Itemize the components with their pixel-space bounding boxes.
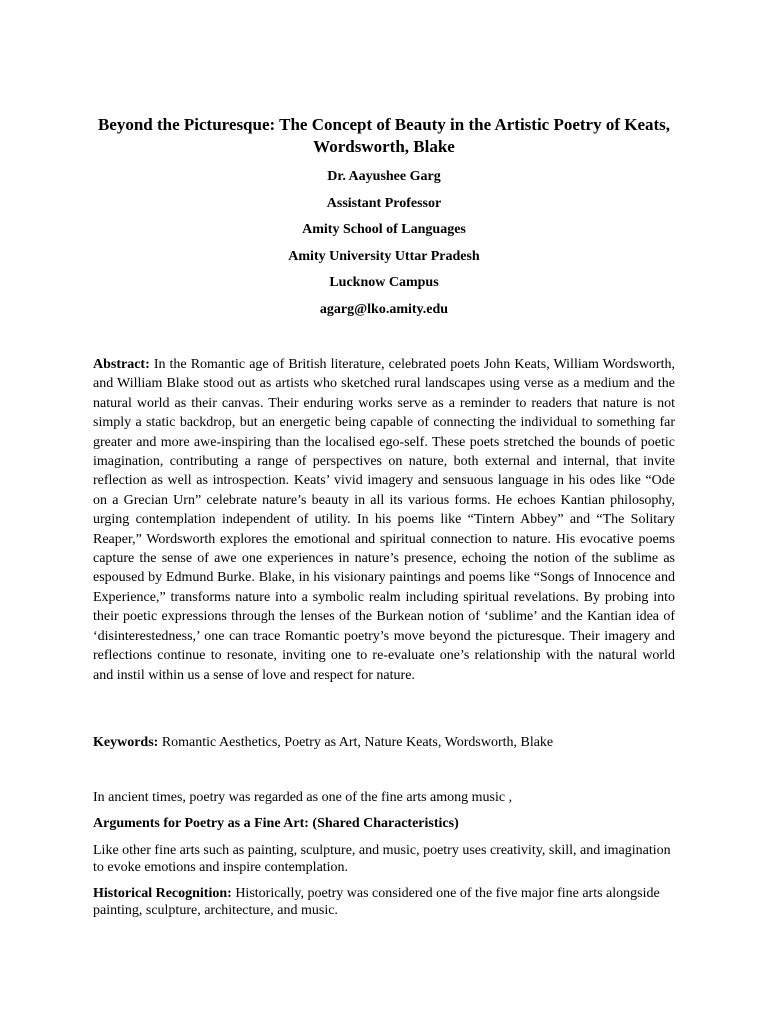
- abstract-paragraph: [93, 355, 675, 685]
- keywords-paragraph: [93, 733, 675, 752]
- author-university: Amity University Uttar Pradesh: [288, 248, 480, 264]
- intro-paragraph: In ancient times, poetry was regarded as one of the fine arts among music ,: [93, 790, 513, 805]
- paper-title: Beyond the Picturesque: The Concept of Beauty in the Artistic Poetry of Keats, Wordsworth, Blake: [97, 115, 671, 156]
- author-position: Assistant Professor: [326, 195, 442, 211]
- section-heading: Arguments for Poetry as a Fine Art: (Shared Characteristics): [93, 816, 459, 831]
- historical-text: Historically, poetry was considered one of the five major fine arts alongside painting, sculpture, architecture, and music.: [93, 886, 660, 918]
- author-department: Amity School of Languages: [302, 222, 466, 237]
- abstract-text: In the Romantic age of British literature, celebrated poets John Keats, William Wordsworth, and William Blake stood out as artists who sketched rural landscapes using verse as a medium and the natural world as their canvas. Their enduring works serve as a reminder to readers that nature is not simply a static backdrop, but an energetic being capable of connecting the individual to something far greater and more awe-inspiring than the localised ego-self. These poets stretched the bounds of poetic imagination, contributing a range of perspectives on nature, both external and internal, that invite reflection as well as introspection. Keats’ vivid imagery and sensuous language in his odes like “Ode on a Grecian Urn” celebrate nature’s beauty in all its various forms. He echoes Kantian philosophy, urging contemplation independent of utility. In his poems like “Tintern Abbey” and “The Solitary Reaper,” Wordsworth explores the emotional and spiritual connection to nature. His evocative poems capture the sense of awe one experiences in nature’s presence, echoing the notion of the sublime as espoused by Edmund Burke. Blake, in his visionary paintings and poems like “Songs of Innocence and Experience,” transforms nature into a symbolic realm including spiritual revelations. By probing into their poetic expressions through the lenses of the Burkean notion of ‘sublime’ and the Kantian idea of ‘disinterestedness,’ one can trace Romantic poetry’s move beyond the picturesque. Their imagery and reflections continue to resonate, inviting one to re-evaluate one’s relationship with the natural world and instil within us a sense of love and respect for nature.: [93, 357, 675, 683]
- author-email: agarg@lko.amity.edu: [319, 301, 449, 317]
- author-campus: Lucknow Campus: [329, 275, 439, 290]
- author-name: Dr. Aayushee Garg: [327, 169, 441, 184]
- abstract-label: Abstract:: [93, 357, 150, 372]
- author-block: [0, 167, 768, 326]
- keywords-text: Romantic Aesthetics, Poetry as Art, Nature Keats, Wordsworth, Blake: [158, 735, 554, 750]
- historical-recognition-paragraph: [93, 885, 675, 919]
- shared-characteristics-paragraph: Like other fine arts such as painting, sculpture, and music, poetry uses creativity, skill, and imagination to evoke emotions and inspire contemplation.: [93, 843, 671, 875]
- historical-label: Historical Recognition:: [93, 886, 232, 901]
- keywords-label: Keywords:: [93, 735, 159, 750]
